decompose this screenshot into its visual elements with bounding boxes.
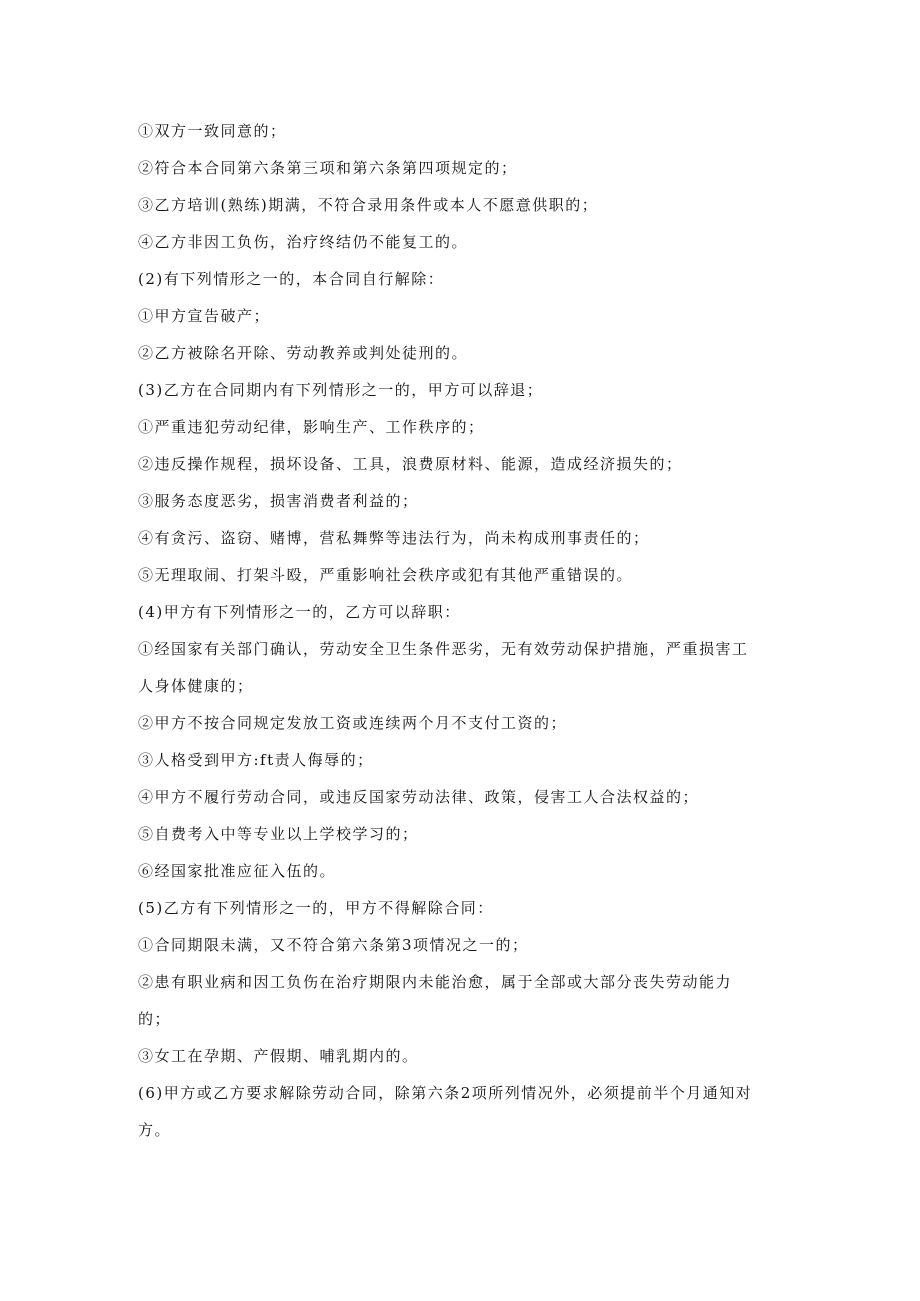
document-body	[138, 113, 788, 1149]
clause-line: ①甲方宣告破产；	[138, 307, 271, 325]
clause-line: ③女工在孕期、产假期、哺乳期内的。	[138, 1047, 419, 1065]
clause-line: ④有贪污、盗窃、赌博，营私舞弊等违法行为，尚未构成刑事责任的；	[138, 529, 650, 547]
clause-line-continuation: 的；	[138, 1010, 172, 1028]
clause-line: ②违反操作规程，损坏设备、工具，浪费原材料、能源，造成经济损失的；	[138, 455, 683, 473]
section-heading: (3)乙方在合同期内有下列情形之一的，甲方可以辞退；	[138, 381, 544, 399]
clause-line-continuation: 方。	[138, 1121, 172, 1139]
section-heading: (5)乙方有下列情形之一的，甲方不得解除合同：	[138, 899, 494, 917]
clause-line: ③人格受到甲方:ft责人侮辱的；	[138, 751, 374, 769]
clause-line: ③服务态度恶劣，损害消费者利益的；	[138, 492, 419, 510]
clause-line: ⑤自费考入中等专业以上学校学习的；	[138, 825, 419, 843]
clause-line: ②患有职业病和因工负伤在治疗期限内未能治愈，属于全部或大部分丧失劳动能力	[138, 973, 733, 991]
section-heading: (4)甲方有下列情形之一的，乙方可以辞职：	[138, 603, 461, 621]
clause-line: ①合同期限未满，又不符合第六条第3项情况之一的；	[138, 936, 529, 954]
clause-line: ③乙方培训(熟练)期满，不符合录用条件或本人不愿意供职的；	[138, 196, 599, 214]
clause-line: ④乙方非因工负伤，治疗终结仍不能复工的。	[138, 233, 469, 251]
clause-line: ①双方一致同意的；	[138, 122, 287, 140]
clause-line: ⑥经国家批准应征入伍的。	[138, 862, 337, 880]
clause-line: ①严重违犯劳动纪律，影响生产、工作秩序的；	[138, 418, 485, 436]
section-heading: (2)有下列情形之一的，本合同自行解除：	[138, 270, 445, 288]
clause-line: ①经国家有关部门确认，劳动安全卫生条件恶劣，无有效劳动保护措施，严重损害工	[138, 640, 749, 658]
clause-line: ④甲方不履行劳动合同，或违反国家劳动法律、政策，侵害工人合法权益的；	[138, 788, 700, 806]
clause-line: ②乙方被除名开除、劳动教养或判处徒刑的。	[138, 344, 469, 362]
clause-line: ②甲方不按合同规定发放工资或连续两个月不支付工资的；	[138, 714, 568, 732]
section-heading: (6)甲方或乙方要求解除劳动合同，除第六条2项所列情况外，必须提前半个月通知对	[138, 1084, 753, 1102]
clause-line: ②符合本合同第六条第三项和第六条第四项规定的；	[138, 159, 518, 177]
clause-line: ⑤无理取闹、打架斗殴，严重影响社会秩序或犯有其他严重错误的。	[138, 566, 634, 584]
clause-line-continuation: 人身体健康的；	[138, 677, 254, 695]
